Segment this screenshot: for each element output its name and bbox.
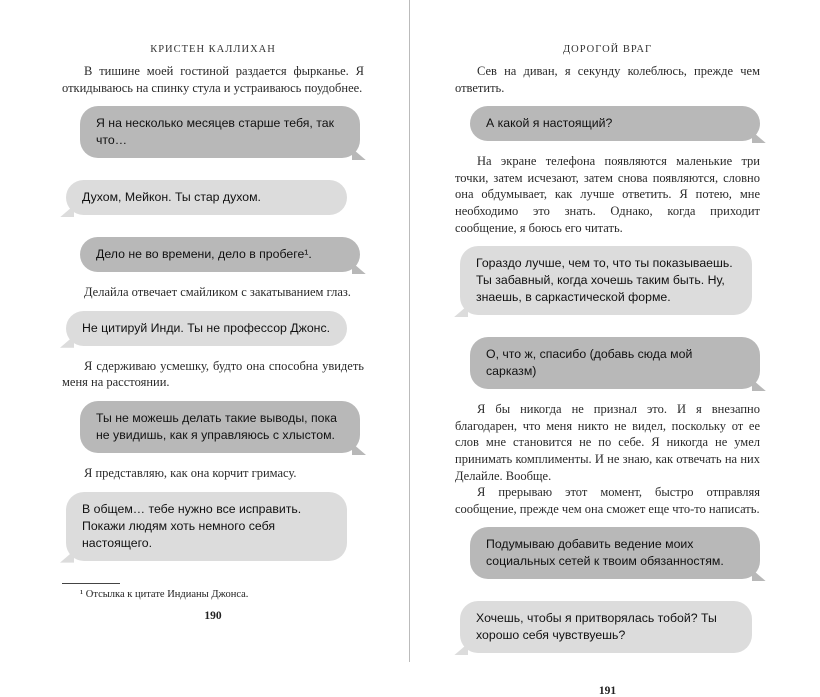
book-spine: [409, 0, 410, 662]
paragraph: [455, 484, 760, 517]
paragraph-text: Я бы никогда не признал это. И я внезапно благодарен, что меня никто не видел, поскольку от ее слов мне становится не по себе. Я никогда не умел принимать комплименты. И не знаю, как отвечать на них Делайле. Вообще.: [455, 402, 760, 483]
message-sent: Ты не можешь делать такие выводы, пока не увидишь, как я управляюсь с хлыстом.: [80, 401, 360, 453]
message-received: Гораздо лучше, чем то, что ты показываешь. Ты забавный, когда хочешь таким быть. Ну, знаешь, в саркастической форме.: [460, 246, 752, 315]
message-received: Духом, Мейкон. Ты стар духом.: [66, 180, 347, 215]
paragraph-text: Я сдерживаю усмешку, будто она способна увидеть меня на расстоянии.: [62, 358, 364, 390]
message-received: В общем… тебе нужно все исправить. Покажи людям хоть немного себя настоящего.: [66, 492, 347, 561]
message-received: Не цитируй Инди. Ты не профессор Джонс.: [66, 311, 347, 346]
right-page: [455, 44, 760, 697]
paragraph-text: На экране телефона появляются маленькие три точки, затем исчезают, затем снова появляются, словно она обдумывает, как лучше ответить. Я потею, мне необходимо это знать. Однако, когда приходит сообщение, я боюсь его читать.: [455, 154, 760, 235]
footnote-rule: [62, 583, 120, 584]
page-number-left: 190: [204, 609, 222, 622]
paragraph-text: Я представляю, как она корчит гримасу.: [84, 465, 297, 480]
message-received: Хочешь, чтобы я притворялась тобой? Ты хорошо себя чувствуешь?: [460, 601, 752, 653]
paragraph: [62, 284, 364, 301]
paragraph-text: В тишине моей гостиной раздается фырканье. Я откидываюсь на спинку стула и устраиваюсь поудобнее.: [62, 64, 364, 95]
message-sent: А какой я настоящий?: [470, 106, 760, 141]
page-number-right: 191: [598, 685, 617, 697]
paragraph: [455, 401, 760, 484]
paragraph: [455, 63, 760, 96]
left-page: [62, 44, 364, 622]
message-sent: О, что ж, спасибо (добавь сюда мой сарказм): [470, 337, 760, 389]
paragraph: [455, 153, 760, 236]
message-sent: Дело не во времени, дело в пробеге¹.: [80, 237, 360, 272]
footnote: ¹ Отсылка к цитате Индианы Джонса.: [80, 588, 249, 600]
paragraph: [62, 465, 364, 482]
message-sent: Подумываю добавить ведение моих социальных сетей к твоим обязанностям.: [470, 527, 760, 579]
message-sent: Я на несколько месяцев старше тебя, так что…: [80, 106, 360, 158]
footnote-area: [62, 573, 364, 622]
page-footer: [455, 665, 760, 697]
running-header-right: ДОРОГОЙ ВРАГ: [562, 44, 653, 55]
paragraph-text: Я прерываю этот момент, быстро отправляя сообщение, прежде чем она сможет еще что-то написать.: [455, 485, 760, 516]
paragraph-text: Делайла отвечает смайликом с закатыванием глаз.: [84, 285, 351, 300]
paragraph-text: Сев на диван, я секунду колеблюсь, прежде чем ответить.: [455, 64, 760, 95]
paragraph: [62, 358, 364, 391]
paragraph: [62, 63, 364, 96]
running-header-left: КРИСТЕН КАЛЛИХАН: [150, 44, 276, 55]
